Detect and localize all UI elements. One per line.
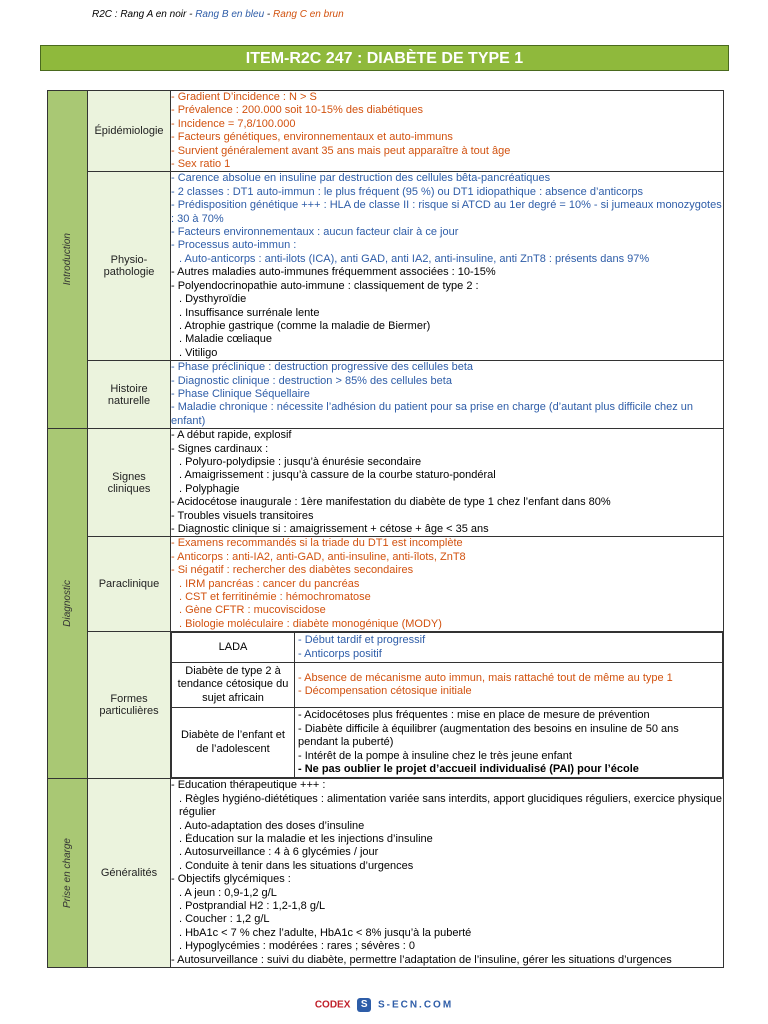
row-content [171,537,724,632]
row-content [171,779,724,968]
content-line: - Absence de mécanisme auto immun, mais rattaché tout de même au type 1 [298,671,673,684]
row-content [171,429,724,537]
content-line: . Auto-adaptation des doses d’insuline [179,819,365,832]
content-line: . Polyphagie [179,482,240,495]
content-line: - Prévalence : 200.000 soit 10-15% des diabétiques [171,104,423,117]
content-line: - Prédisposition génétique +++ : HLA de classe II : risque si ATCD au 1er degré = 10% - si jumeaux monozygotes : 30 à 70% [171,199,722,225]
content-line: - Ne pas oublier le projet d’accueil individualisé (PAI) pour l’école [298,762,639,775]
row-label-paraclinique: Paraclinique [88,537,171,632]
content-line: - Incidence = 7,8/100.000 [171,117,296,130]
content-line: . Insuffisance surrénale lente [179,306,320,319]
legend-sep: - [186,9,196,20]
content-line: . A jeun : 0,9-1,2 g/L [179,886,277,899]
content-table [47,90,724,968]
row-content [171,91,724,172]
section-label: Introduction [62,233,73,286]
row-label-epidemiologie: Épidémiologie [88,91,171,172]
content-line: . Polyuro-polydipsie : jusqu’à énurésie secondaire [179,455,422,468]
content-line: - Anticorps : anti-IA2, anti-GAD, anti-insuline, anti-îlots, ZnT8 [171,550,466,563]
section-prise-en-charge [48,779,88,968]
section-introduction [48,91,88,429]
content-line: - 2 classes : DT1 auto-immun : le plus fréquent (95 %) ou DT1 idiopathique : absence d’anticorps [171,185,644,198]
content-line: - Maladie chronique : nécessite l’adhésion du patient pour sa prise en charge (d’autant plus difficile chez un enfant) [171,401,694,427]
row-content [171,632,724,779]
section-label: Prise en charge [62,838,73,909]
content-line: - Processus auto-immun : [171,239,297,252]
row-content [171,361,724,429]
content-line: . Conduite à tenir dans les situations d’urgences [179,859,414,872]
form-label: LADA [172,633,295,663]
table-row [48,537,724,632]
content-line: - Gradient D’incidence : N > S [171,91,317,103]
row-content [171,172,724,361]
legend-sep: - [264,9,274,20]
content-line: - Sex ratio 1 [171,158,231,171]
form-label: Diabète de type 2 à tendance cétosique du sujet africain [172,663,295,708]
content-line: - Examens recommandés si la triade du DT1 est incomplète [171,537,463,550]
table-row [48,91,724,172]
content-line: - Intérêt de la pompe à insuline chez le très jeune enfant [298,749,572,762]
content-line: - Survient généralement avant 35 ans mais peut apparaître à tout âge [171,144,511,157]
legend-rank-b: Rang B en bleu [195,9,265,20]
form-content [295,633,723,663]
table-row [48,632,724,779]
content-line: . CST et ferritinémie : hémochromatose [179,591,371,604]
forms-table [171,632,723,778]
content-line: - Diagnostic clinique si : amaigrissement + cétose + âge < 35 ans [171,523,489,535]
content-line: . Dysthyroïdie [179,293,247,306]
content-line: - Début tardif et progressif [298,634,426,647]
content-line: - Signes cardinaux : [171,442,269,455]
content-line: . IRM pancréas : cancer du pancréas [179,577,360,590]
row-label-histoire-naturelle: Histoire naturelle [88,361,171,429]
content-line: . Auto-anticorps : anti-ilots (ICA), anti GAD, anti IA2, anti-insuline, anti ZnT8 : présents dans 97% [179,252,650,265]
content-line: . Postprandial H2 : 1,2-1,8 g/L [179,899,326,912]
row-label-physio-pathologie: Physio- pathologie [88,172,171,361]
content-line: . Hypoglycémies : modérées : rares ; sévères : 0 [179,940,415,953]
content-line: - Facteurs environnementaux : aucun facteur clair à ce jour [171,226,459,239]
table-row [48,429,724,537]
row-label-signes-cliniques: Signes cliniques [88,429,171,537]
form-content [295,708,723,778]
content-line: . Biologie moléculaire : diabète monogénique (MODY) [179,617,442,630]
content-line: - Décompensation cétosique initiale [298,685,472,698]
form-row [172,663,723,708]
page-title: ITEM-R2C 247 : DIABÈTE DE TYPE 1 [40,45,729,71]
content-line: - Acidocétoses plus fréquentes : mise en place de mesure de prévention [298,709,650,722]
row-label-generalites: Généralités [88,779,171,968]
table-row [48,172,724,361]
content-line: - Facteurs génétiques, environnementaux et auto-immuns [171,131,453,144]
footer-logo [0,998,768,1012]
content-line: . Coucher : 1,2 g/L [179,913,270,926]
content-line: - Diagnostic clinique : destruction > 85% des cellules beta [171,374,452,387]
content-line: - A début rapide, explosif [171,429,292,442]
content-line: . HbA1c < 7 % chez l’adulte, HbA1c < 8% jusqu’à la puberté [179,926,472,939]
content-line: - Autres maladies auto-immunes fréquemment associées : 10-15% [171,266,496,279]
content-line: - Acidocétose inaugurale : 1ère manifestation du diabète de type 1 chez l’enfant dans 80% [171,496,611,509]
content-line: - Troubles visuels transitoires [171,509,314,522]
row-label-formes-particulieres: Formes particulières [88,632,171,779]
content-line: - Phase Clinique Séquellaire [171,387,310,400]
table-row [48,361,724,429]
content-line: . Éducation sur la maladie et les injections d’insuline [179,832,433,845]
section-label: Diagnostic [62,580,73,628]
form-content [295,663,723,708]
rank-legend [92,9,344,20]
content-line: - Autosurveillance : suivi du diabète, permettre l’adaptation de l’insuline, gérer les situations d’urgences [171,953,672,966]
content-line: . Atrophie gastrique (comme la maladie de Biermer) [179,319,431,332]
content-line: - Polyendocrinopathie auto-immune : classiquement de type 2 : [171,279,479,292]
content-line: - Education thérapeutique +++ : [171,779,326,792]
form-row [172,633,723,663]
content-line: . Règles hygiéno-diététiques : alimentation variée sans interdits, apport glucidiques réguliers, exercice physique régulier [179,792,722,819]
form-row [172,708,723,778]
legend-rank-a: R2C : Rang A en noir [92,9,187,20]
content-line: - Si négatif : rechercher des diabètes secondaires [171,564,414,577]
content-line: - Phase préclinique : destruction progressive des cellules beta [171,361,474,374]
content-line: . Amaigrissement : jusqu’à cassure de la courbe staturo-pondéral [179,469,496,482]
content-line: - Diabète difficile à équilibrer (augmentation des besoins en insuline de 50 ans pendant la puberté) [298,722,679,749]
table-row [48,779,724,968]
content-line: - Objectifs glycémiques : [171,873,291,886]
codex-logo: CODEX [314,999,351,1011]
content-line: - Carence absolue en insuline par destruction des cellules bêta-pancréatiques [171,172,551,185]
form-label: Diabète de l’enfant et de l’adolescent [172,708,295,778]
content-line: - Anticorps positif [298,647,382,660]
s-ecn-logo-icon: S [357,998,371,1012]
content-line: . Vitiligo [179,346,218,359]
legend-rank-c: Rang C en brun [273,9,344,20]
section-diagnostic [48,429,88,779]
content-line: . Maladie cœliaque [179,333,272,346]
s-ecn-logo-text: S-ECN.COM [377,999,454,1011]
content-line: . Gène CFTR : mucoviscidose [179,604,326,617]
content-line: . Autosurveillance : 4 à 6 glycémies / jour [179,846,379,859]
